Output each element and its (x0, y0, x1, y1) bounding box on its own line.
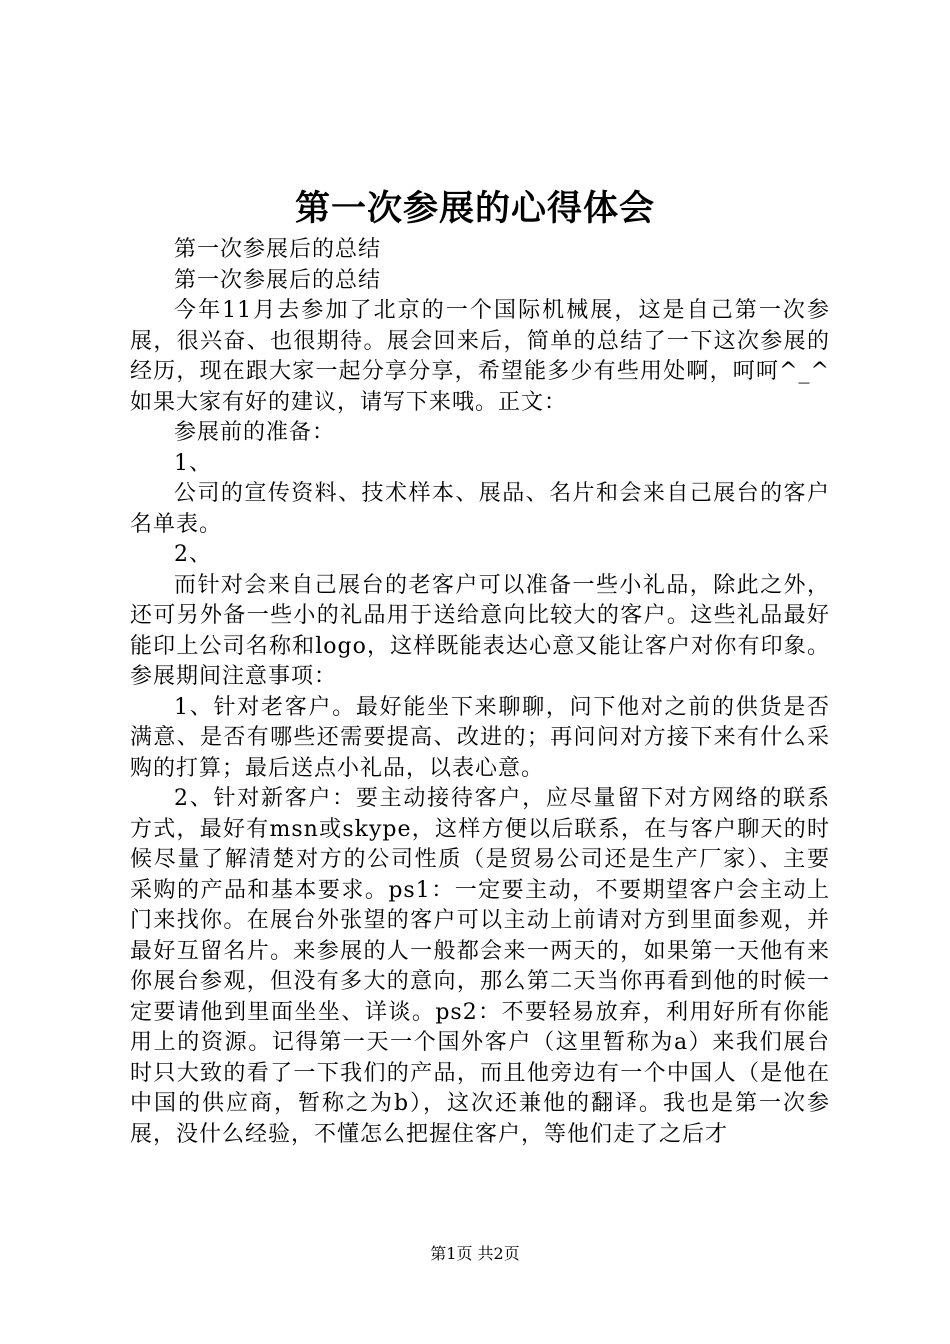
paragraph: 1、针对老客户。最好能坐下来聊聊，问下他对之前的供货是否满意、是否有哪些还需要提高、改进的；再问问对方接下来有什么采购的打算；最后送点小礼品，以表心意。 (130, 694, 830, 781)
page-indicator: 第1页 共2页 (430, 1244, 520, 1263)
paragraph: 1、 (174, 450, 212, 476)
paragraph: 公司的宣传资料、技术样本、展品、名片和会来自己展台的客户名单表。 (130, 481, 830, 537)
paragraph: 2、 (174, 542, 212, 567)
paragraph: 而针对会来自己展台的老客户可以准备一些小礼品，除此之外，还可另外备一些小的礼品用于送给意向比较大的客户。这些礼品最好能印上公司名称和logo，这样既能表达心意又能让客户对你有印象。参展期间注意事项： (130, 572, 830, 689)
paragraph: 参展前的准备： (174, 420, 336, 445)
paragraph: 2、针对新客户：要主动接待客户，应尽量留下对方网络的联系方式，最好有msn或skype，这样方便以后联系，在与客户聊天的时候尽量了解清楚对方的公司性质（是贸易公司还是生产厂家）、主要采购的产品和基本要求。ps1：一定要主动，不要期望客户会主动上门来找你。在展台外张望的客户可以主动上前请对方到里面参观，并最好互留名片。来参展的人一般都会来一两天的，如果第一天他有来你展台参观，但没有多大的意向，那么第二天当你再看到他的时候一定要请他到里面坐坐、详谈。ps2：不要轻易放弃，利用好所有你能用上的资源。记得第一天一个国外客户（这里暂称为a）来我们展台时只大致的看了一下我们的产品，而且他旁边有一个中国人（是他在中国的供应商，暂称之为b），这次还兼他的翻译。我也是第一次参展，没什么经验，不懂怎么把握住客户，等他们走了之后才 (130, 786, 830, 1147)
paragraph: 今年11月去参加了北京的一个国际机械展，这是自己第一次参展，很兴奋、也很期待。展会回来后，简单的总结了一下这次参展的经历，现在跟大家一起分享分享，希望能多少有些用处啊，呵呵^_^如果大家有好的建议，请写下来哦。正文： (130, 298, 830, 415)
paragraph: 第一次参展后的总结 (174, 267, 382, 293)
paragraph: 第一次参展后的总结 (174, 237, 382, 262)
document-body (130, 235, 830, 1150)
document-title: 第一次参展的心得体会 (294, 188, 655, 229)
